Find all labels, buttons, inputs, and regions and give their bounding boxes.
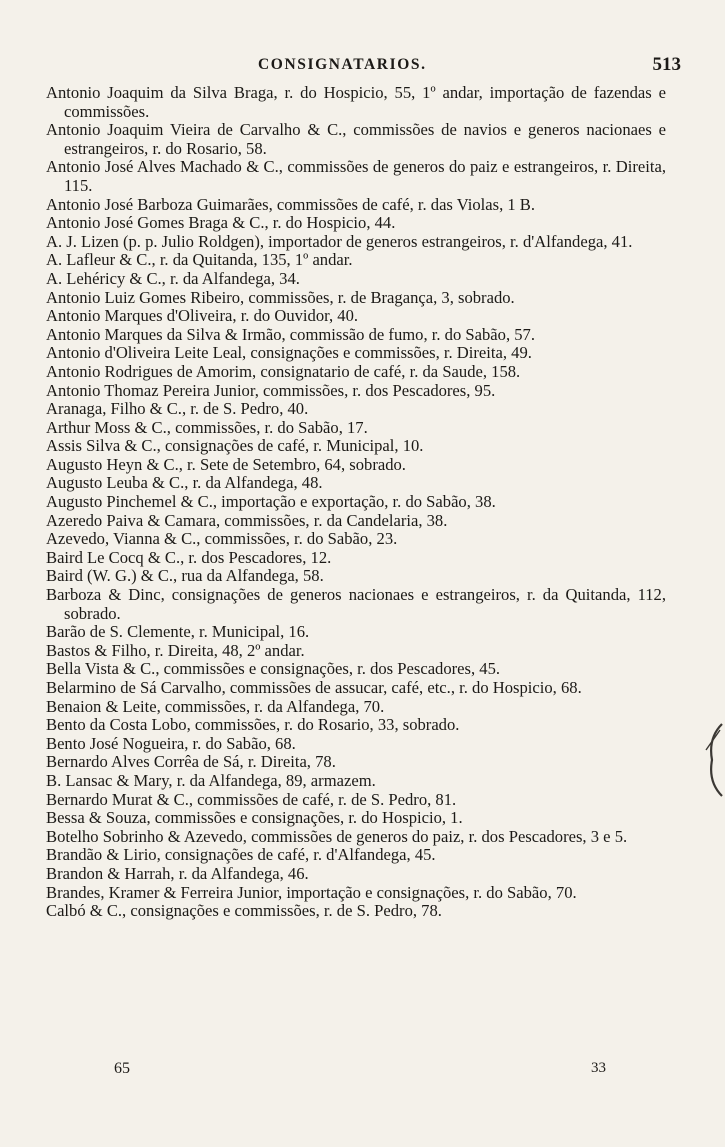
directory-entry: Barão de S. Clemente, r. Municipal, 16. — [46, 622, 310, 642]
page-number: 513 — [652, 54, 681, 75]
directory-entry: B. Lansac & Mary, r. da Alfandega, 89, armazem. — [46, 770, 376, 790]
directory-entry: Baird Le Cocq & C., r. dos Pescadores, 12. — [46, 547, 332, 567]
directory-entry: Antonio Luiz Gomes Ribeiro, commissões, r. de Bragança, 3, sobrado. — [46, 287, 515, 307]
directory-entry: Brandão & Lirio, consignações de café, r. d'Alfandega, 45. — [46, 845, 436, 865]
directory-entry: Bernardo Murat & C., commissões de café, r. de S. Pedro, 81. — [46, 789, 457, 809]
directory-entry: Baird (W. G.) & C., rua da Alfandega, 58. — [46, 566, 324, 586]
directory-entry: Antonio Joaquim Vieira de Carvalho & C., commissões de navios e generos nacionaes e estrangeiros, r. do Rosario, 58. — [46, 120, 666, 158]
directory-entry: Bento José Nogueira, r. do Sabão, 68. — [46, 733, 296, 753]
directory-entry: A. Lafleur & C., r. da Quitanda, 135, 1º andar. — [46, 250, 353, 270]
directory-entry: Calbó & C., consignações e commissões, r. de S. Pedro, 78. — [46, 901, 442, 921]
directory-entry: Bento da Costa Lobo, commissões, r. do Rosario, 33, sobrado. — [46, 715, 460, 735]
directory-entry: Antonio José Gomes Braga & C., r. do Hospicio, 44. — [46, 213, 396, 233]
directory-entry: Augusto Heyn & C., r. Sete de Setembro, 64, sobrado. — [46, 454, 406, 474]
directory-entry: Antonio d'Oliveira Leite Leal, consignações e commissões, r. Direita, 49. — [46, 343, 532, 363]
directory-entry: Antonio José Alves Machado & C., commissões de generos do paiz e estrangeiros, r. Direita, 115. — [46, 157, 666, 195]
directory-entry: Aranaga, Filho & C., r. de S. Pedro, 40. — [46, 399, 309, 419]
sheet-number: 33 — [591, 1060, 606, 1076]
directory-entry: Brandes, Kramer & Ferreira Junior, importação e consignações, r. do Sabão, 70. — [46, 882, 577, 902]
running-title: CONSIGNATARIOS. — [258, 56, 427, 73]
directory-entry: A. J. Lizen (p. p. Julio Roldgen), importador de generos estrangeiros, r. d'Alfandega, 41. — [46, 231, 633, 251]
directory-entry: Augusto Pinchemel & C., importação e exportação, r. do Sabão, 38. — [46, 492, 496, 512]
directory-entry: Antonio José Barboza Guimarães, commissões de café, r. das Violas, 1 B. — [46, 194, 536, 214]
directory-entry: Assis Silva & C., consignações de café, r. Municipal, 10. — [46, 436, 424, 456]
directory-entry: A. Lehéricy & C., r. da Alfandega, 34. — [46, 268, 300, 288]
directory-entry: Antonio Joaquim da Silva Braga, r. do Hospicio, 55, 1º andar, importação de fazendas e commissões. — [46, 83, 666, 121]
directory-entry: Belarmino de Sá Carvalho, commissões de assucar, café, etc., r. do Hospicio, 68. — [46, 678, 582, 697]
directory-entry: Bella Vista & C., commissões e consignações, r. dos Pescadores, 45. — [46, 659, 501, 679]
directory-entry: Benaion & Leite, commissões, r. da Alfandega, 70. — [46, 696, 385, 716]
directory-entry: Antonio Marques d'Oliveira, r. do Ouvidor, 40. — [46, 306, 359, 326]
signature-mark: 65 — [114, 1060, 130, 1077]
directory-entry: Brandon & Harrah, r. da Alfandega, 46. — [46, 863, 309, 883]
directory-entry: Bernardo Alves Corrêa de Sá, r. Direita, 78. — [46, 752, 336, 772]
directory-entry: Arthur Moss & C., commissões, r. do Sabão, 17. — [46, 417, 368, 437]
directory-entry: Barboza & Dinc, consignações de generos nacionaes e estrangeiros, r. da Quitanda, 112, sobrado. — [46, 585, 666, 623]
margin-bracket-mark — [700, 720, 724, 800]
directory-entry: Augusto Leuba & C., r. da Alfandega, 48. — [46, 473, 323, 493]
directory-entry: Antonio Thomaz Pereira Junior, commissões, r. dos Pescadores, 95. — [46, 380, 496, 400]
page-header — [0, 56, 725, 80]
directory-entry: Antonio Marques da Silva & Irmão, commissão de fumo, r. do Sabão, 57. — [46, 324, 535, 344]
directory-entry: Azeredo Paiva & Camara, commissões, r. da Candelaria, 38. — [46, 510, 448, 530]
directory-entry: Bessa & Souza, commissões e consignações, r. do Hospicio, 1. — [46, 808, 463, 828]
directory-entry: Antonio Rodrigues de Amorim, consignatario de café, r. da Saude, 158. — [46, 361, 521, 381]
entry-list — [46, 84, 666, 921]
directory-entry: Bastos & Filho, r. Direita, 48, 2º andar. — [46, 640, 305, 660]
directory-entry: Botelho Sobrinho & Azevedo, commissões de generos do paiz, r. dos Pescadores, 3 e 5. — [46, 826, 628, 846]
directory-entry: Azevedo, Vianna & C., commissões, r. do Sabão, 23. — [46, 529, 398, 549]
